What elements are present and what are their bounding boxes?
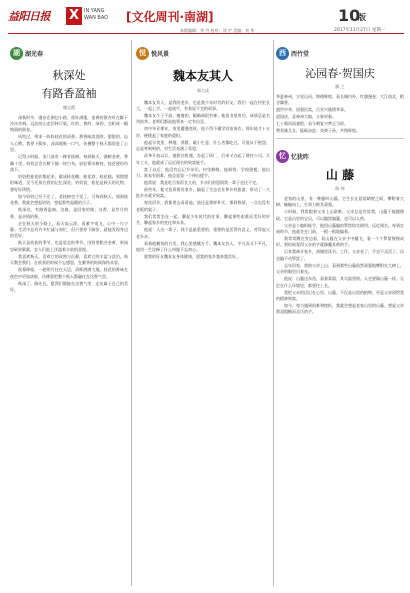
page-word: 版 — [358, 13, 366, 22]
paragraph: 他说：人这一辈子，钱不是最重要的，重要的是活得有意义，对得起父老乡亲。 — [136, 227, 270, 239]
paragraph: 我喜欢秋天，喜欢它的成熟与沉静，喜欢它的丰盈与淡泊。秋天教会我们，在收获的时候不忘感恩，在繁华的时候保持从容。 — [10, 253, 128, 266]
paragraph: 魏本友其人，是我的老乡，也是我少年时代的好友。我们一起在村里长大，一起上学，一起放牛，有着说不完的故事。 — [136, 99, 270, 111]
paragraph: 父亲是个编织能手，他用山藤编的箩筐结实耐用，远近闻名。每到农闲时节，他就坐在门前，一根一根地编着。 — [276, 222, 404, 235]
left-headline-2: 有路香盈袖 — [41, 86, 97, 100]
right-top-tag-badge: 西 — [276, 47, 289, 60]
poem-line: 七十载风雨兼程，看今朝复兴梦正当时。 — [276, 120, 348, 126]
paragraph: 改革开放以后，他抓住机遇，办起了砖厂，后来又办起了建材公司。几年工夫，他就成了远近闻名的致富能手。 — [136, 153, 270, 165]
poem-line: 盛世中华，国强民富，百业兴隆谱华章。 — [276, 106, 348, 112]
paragraph: 他起早贪黑，种地、养猪、做小生意，什么苦都吃过。可他从不抱怨，总是笑呵呵的，对生活充满了希望。 — [136, 139, 270, 152]
section-title: [文化周刊·南湖] — [126, 10, 214, 24]
poem-line: 赞英雄儿女，砥砺奋进；炎黄子孙，共铸辉煌。 — [276, 127, 360, 133]
date: 2017年11月27日 — [334, 28, 371, 33]
paragraph: 初中毕业那年，家里遭遇变故，他不得不辍学回家务农。那年他才十五岁，便挑起了家庭的重担。 — [136, 126, 270, 138]
header-rule — [8, 33, 404, 34]
middle-headline: 魏本友其人 — [172, 68, 233, 83]
middle-column — [136, 40, 270, 586]
paragraph: 秋深了，路还长。愿我们都能在这香气里，走出属于自己的美好。 — [10, 280, 128, 292]
logo-sub-line2: WAN BAO — [84, 15, 109, 21]
right-bottom-tag-badge: 忆 — [276, 150, 289, 163]
left-headline-1: 秋深处 — [52, 68, 86, 82]
logo-mark: X — [66, 7, 82, 25]
column-divider-left — [131, 40, 132, 586]
paragraph: 老家的山里，有一种藤叫山藤。它生长在悬崖峭壁之间，攀附着大树，蜿蜒向上，生命力极其顽强。 — [276, 195, 404, 208]
middle-tag-label: 悦风景 — [151, 51, 170, 58]
left-byline: 谢宝霞 — [63, 104, 75, 110]
middle-section-tag — [136, 47, 169, 61]
paragraph: 去年回家，我陪父亲上山。看到那些山藤依然顽强地攀附在大树上，父亲的眼里闪着光。 — [276, 262, 404, 275]
paragraph: 我常常蹲在旁边看，看山藤在父亲手中翻飞，看一个个箩筐慢慢成形。那时候觉得父亲的手就像魔术师的手。 — [276, 236, 404, 248]
paragraph: 富了以后，他没有忘记乡亲们。村里修路，他捐钱；学校建楼，他出力；谁家有困难，他总是第一个伸出援手。 — [136, 166, 270, 178]
editors-line: 本版编辑：李 丹 校对：刘 宇 美编：刘 华 — [180, 28, 255, 33]
weekday: 星期一 — [371, 28, 386, 33]
paragraph: 奶奶把桂花收集起来，做成桂花糖、桂花酒、桂花糕。那甜甜的味道，至今还留在我的记忆深处。奶奶说，桂花是秋天的礼物，要好好珍惜。 — [10, 173, 128, 192]
right-bottom-byline: 陈 伟 — [335, 185, 345, 191]
right-column-separator — [276, 138, 404, 139]
paragraph: 走在秋天的小路上，看天高云淡，看雁字南飞，心中一片宁静。生活中总有许多忙碌与匆忙，但只要停下脚步，就能发现身边的美好。 — [10, 220, 128, 239]
poem-line: 迎国庆，喜神州大地，万象更新。 — [276, 113, 336, 119]
paragraph: 我们常常坐在一起，聊起少年时代的往事，聊起那些艰难而美好的岁月，聊起家乡的变化和未来。 — [136, 213, 270, 226]
paragraph: 记得小时候，家门前有一棵老桂树。每到秋天，满树金黄，香飘十里。奶奶总会在树下铺一块白布，轻轻摇动树枝，桂花便纷纷落下。 — [10, 154, 128, 172]
left-column — [10, 40, 128, 586]
logo-sub-line1: IN YANG — [84, 8, 105, 14]
paragraph: 他常说：我是吃百家饭长大的，乡亲们的恩情我一辈子也还不完。 — [144, 179, 260, 185]
paragraph: 风吹过，带来一阵阵桂花的清香。那香味淡淡的、甜甜的，沁人心脾。我停下脚步，深深地吸一口气，仿佛整个秋天都装进了心里。 — [10, 134, 128, 153]
middle-article-body — [136, 100, 270, 261]
right-top-byline: 滕 之 — [335, 83, 345, 89]
paragraph: 看着他鬓角的白发，我心里感慨万千。魏本友其人，平凡而又不平凡，他用一生诠释了什么叫做不忘初心。 — [136, 240, 270, 252]
paragraph: 魏本友个子不高，瘦瘦的，眼睛却很有神。他读书很用功，成绩总是名列前茅。老师们都说他将来一定有出息。 — [136, 112, 270, 125]
paragraph: 愿我的好友魏本友身体健康，愿我的家乡越来越美好。 — [144, 253, 240, 259]
poem-body — [276, 94, 404, 135]
column-divider-right — [273, 40, 274, 586]
right-bottom-headline: 山 藤 — [325, 167, 355, 182]
paragraph: 如今，每当遇到困难和挫折，我就会想起老家山里的山藤，想起父亲那双粗糙而灵巧的手。 — [276, 303, 404, 315]
paragraph: 如今奶奶已经不在了，老桂树也不见了。可每到秋天，闻到桂花香，我就会想起奶奶，想起那些温暖的日子。 — [10, 193, 128, 206]
paragraph: 每次回乡，我都要去看看他。他还是那样朴实，那样热情，一点也没有老板的架子。 — [136, 200, 270, 212]
paragraph: 夜幕降临，一轮明月挂在天边，清辉洒满大地。桂花的香味在夜色中更加浓郁，仿佛要把整个秋天都融化在这香气里。 — [10, 267, 128, 279]
left-article-body — [10, 115, 128, 294]
paragraph: 后来我离开家乡，到城里读书、工作。父亲老了，手也不灵活了，再也编不动箩筐了。 — [276, 249, 404, 261]
left-section-tag — [10, 47, 43, 61]
right-top-headline: 沁园春·贺国庆 — [305, 66, 375, 80]
middle-tag-badge: 悦 — [136, 47, 149, 60]
newspaper-logo: 益阳日报 — [8, 10, 50, 23]
paragraph: 秋天是收获的季节，也是思念的季节。田野里稻谷金黄，果园里硕果累累，农人们脸上洋溢着丰收的喜悦。 — [10, 240, 128, 252]
right-column — [276, 40, 404, 586]
paragraph: 我把父亲的话记在心里。山藤，不仅是山里的植物，更是父亲留给我的精神财富。 — [276, 289, 404, 302]
right-bottom-section-tag — [276, 150, 309, 164]
paragraph: 前些年，他又投资建设家乡，搞起了生态农业和乡村旅游，带动了一大批乡亲就业致富。 — [136, 186, 270, 199]
masthead — [8, 6, 404, 34]
logo-subtitle — [84, 8, 108, 22]
paragraph: 深秋时节，漫步在湖边小路，落叶满地，金黄的银杏叶在脚下沙沙作响。远处的山峦层林尽染，红的、黄的、绿的，交织成一幅绚丽的画卷。 — [10, 114, 128, 133]
right-top-section-tag — [276, 47, 309, 61]
left-tag-label: 湖光春 — [25, 51, 44, 58]
left-tag-badge: 湖 — [10, 47, 23, 60]
right-bottom-tag-label: 忆犹昨 — [291, 154, 310, 162]
paragraph: 秋深处，有路香盈袖。这路，是回家的路；这香，是岁月的香，是亲情的香。 — [10, 207, 128, 219]
right-bottom-article-body — [276, 196, 404, 316]
page-number: 10 — [338, 6, 361, 25]
poem-line: 华夏神州，万里山河，锦绣辉煌。看长城内外，红旗漫卷；大江南北，稻谷飘香。 — [276, 93, 404, 105]
paragraph: 小时候，我常跟着父亲上山砍柴。父亲总是告诉我，山藤不能随便砍，它是山里的宝贝，可以编筐编篓，也可以入药。 — [276, 209, 404, 221]
paragraph: 他说：山藤这东西，看着柔弱，其实最坚韧。人也要像山藤一样，无论在什么环境里，都要往上长。 — [276, 276, 404, 288]
right-top-tag-label: 西竹堂 — [291, 51, 310, 58]
middle-byline: 郭大成 — [197, 87, 209, 93]
